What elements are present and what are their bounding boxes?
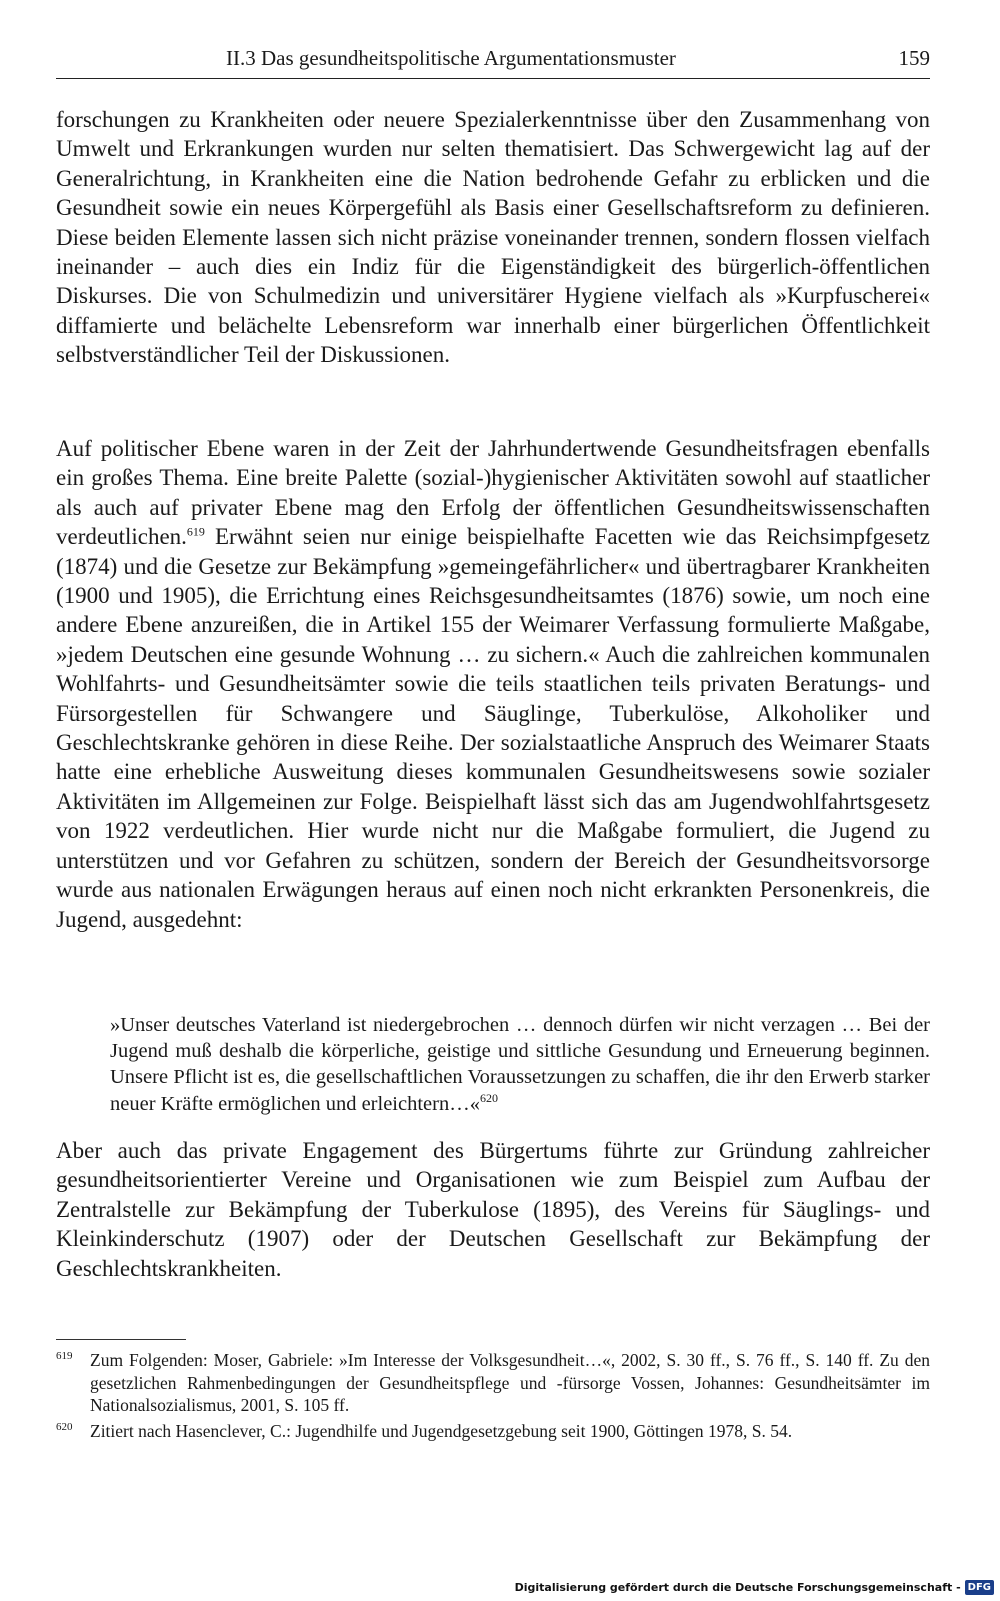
- footnote-ref-619[interactable]: 619: [186, 524, 205, 539]
- paragraph-3: Aber auch das private Engagement des Bürgertums führte zur Gründung zahlreicher gesundheitsorientierter Vereine und Organisationen wie zum Beispiel zum Aufbau der Zentralstelle zur Bekämpfung der Tuberkulose (1895), des Vereins für Säuglings- und Kleinkinderschutz (1907) oder der Deutschen Gesellschaft zur Bekämpfung der Geschlechtskrankheiten.: [56, 1138, 930, 1281]
- footnote-text: Zum Folgenden: Moser, Gabriele: »Im Interesse der Volksgesundheit…«, 2002, S. 30 ff., S. 76 ff., S. 140 ff. Zu den gesetzlichen Rahmenbedingungen der Gesundheitspflege und -fürsorge Vossen, Johannes: Gesundheitsämter im Nationalsozialismus, 2001, S. 105 ff.: [90, 1350, 930, 1416]
- page-number: 159: [898, 46, 930, 70]
- digitization-credit: [515, 1577, 994, 1597]
- digitization-credit-text: Digitalisierung gefördert durch die Deutsche Forschungsgemeinschaft -: [514, 1580, 961, 1594]
- footnote-620: [56, 1420, 930, 1443]
- footnote-ref-620[interactable]: 620: [479, 1090, 498, 1105]
- running-head: [56, 46, 930, 76]
- paragraph-2-text-before: Auf politischer Ebene waren in der Zeit der Jahrhundertwende Gesundheitsfragen ebenfalls ein großes Thema. Eine breite Palette (sozial-)hygienischer Aktivitäten sowohl auf staatlicher als auch auf privater Ebene mag den Erfolg der öffentlichen Gesundheitswissenschaften verdeutlichen.: [56, 436, 930, 550]
- paragraph-2-text-after: Erwähnt seien nur einige beispielhafte Facetten wie das Reichsimpfgesetz (1874) und die Gesetze zur Bekämpfung »gemeingefährlicher« und übertragbarer Krankheiten (1900 und 1905), die Errichtung eines Reichsgesundheitsamtes (1876) sowie, um noch eine andere Ebene anzureißen, die in Artikel 155 der Weimarer Verfassung formulierte Maßgabe, »jedem Deutschen eine gesunde Wohnung … zu sichern.« Auch die zahlreichen kommunalen Wohlfahrts- und Gesundheitsämter sowie die teils staatlichen teils privaten Beratungs- und Fürsorgestellen für Schwangere und Säuglinge, Tuberkulöse, Alkoholiker und Geschlechtskranke gehören in diese Reihe. Der sozialstaatliche Anspruch des Weimarer Staats hatte eine erhebliche Ausweitung dieses kommunalen Gesundheitswesens sowie sozialer Aktivitäten im Allgemeinen zur Folge. Beispielhaft lässt sich das am Jugendwohlfahrtsgesetz von 1922 verdeutlichen. Hier wurde nicht nur die Maßgabe formuliert, die Jugend zu unterstützen und vor Gefahren zu schützen, sondern der Bereich der Gesundheitsvorsorge wurde aus nationalen Erwägungen heraus auf einen noch nicht erkrankten Personenkreis, die Jugend, ausgedehnt:: [56, 524, 930, 932]
- footnote-619: [56, 1349, 930, 1417]
- footnote-number: 619: [56, 1350, 73, 1362]
- paragraph-2: [56, 434, 930, 934]
- footnote-number: 620: [56, 1421, 73, 1433]
- footnote-text: Zitiert nach Hasenclever, C.: Jugendhilfe und Jugendgesetzgebung seit 1900, Göttingen 1978, S. 54.: [90, 1421, 793, 1441]
- block-quote-text: »Unser deutsches Vaterland ist niedergebrochen … dennoch dürfen wir nicht verzagen … Bei der Jugend muß deshalb die körperliche, geistige und sittliche Gesundung und Erneuerung beginnen. Unsere Pflicht ist es, die gesellschaftlichen Voraussetzungen zu schaffen, die ihr den Erwerb starker neuer Kräfte ermöglichen und erleichtern…«: [110, 1014, 930, 1115]
- footnote-rule: [56, 1339, 186, 1340]
- paragraph-1: forschungen zu Krankheiten oder neuere Spezialerkenntnisse über den Zusammenhang von Umwelt und Erkrankungen wurden nur selten thematisiert. Das Schwergewicht lag auf der Generalrichtung, in Krankheiten eine die Nation bedrohende Gefahr zu erblicken und die Gesundheit sowie ein neues Körpergefühl als Basis einer Gesellschaftsreform zu definieren. Diese beiden Elemente lassen sich nicht präzise voneinander trennen, sondern flossen vielfach ineinander – auch dies ein Indiz für die Eigenständigkeit des bürgerlich-öffentlichen Diskurses. Die von Schulmedizin und universitärer Hygiene vielfach als »Kurpfuscherei« diffamierte und belächelte Lebensreform war innerhalb einer bürgerlichen Öffentlichkeit selbstverständlicher Teil der Diskussionen.: [56, 107, 930, 368]
- header-rule: [56, 78, 930, 79]
- block-quote: [110, 1012, 930, 1117]
- dfg-logo-icon: DFG: [965, 1580, 994, 1595]
- running-title: II.3 Das gesundheitspolitische Argumentationsmuster: [226, 46, 676, 70]
